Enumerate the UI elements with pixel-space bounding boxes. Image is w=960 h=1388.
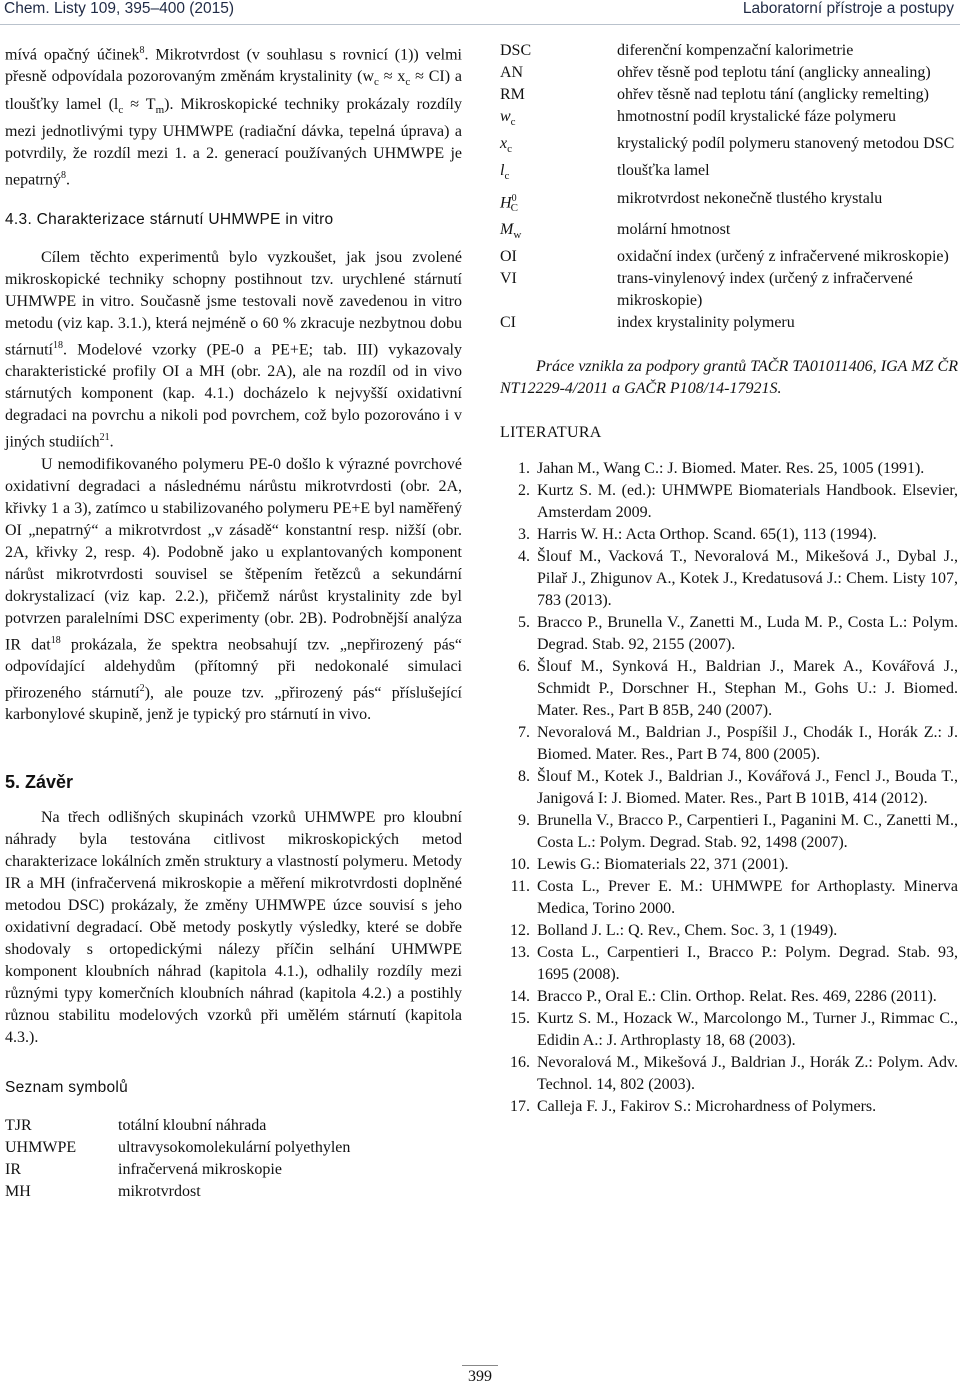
reference-text: Costa L., Carpentieri I., Bracco P.: Polym. Degrad. Stab. 93, 1695 (2008). bbox=[537, 944, 958, 984]
running-header bbox=[0, 0, 960, 26]
page-number: 399 bbox=[468, 1368, 492, 1385]
reference-text: Nevoralová M., Baldrian J., Pospíšil J., Chodák I., Horák Z.: J. Biomed. Mater. Res., Part B 74, 800 (2005). bbox=[537, 724, 958, 764]
reference-number: 4. bbox=[518, 548, 530, 566]
symbol-definition: oxidační index (určený z infračervené mikroskopie) bbox=[617, 248, 949, 266]
reference-number: 1. bbox=[518, 460, 530, 478]
reference-item bbox=[500, 986, 958, 1008]
reference-number: 8. bbox=[518, 768, 530, 786]
symbol-definition: molární hmotnost bbox=[617, 221, 731, 239]
reference-text: Šlouf M., Synková H., Baldrian J., Marek A., Kovářová J., Schmidt P., Dorschner H., Stephan M., Gohs U.: J. Biomed. Mater. Res., Part B 85B, 240 (2007). bbox=[537, 658, 958, 720]
reference-item bbox=[500, 920, 958, 942]
reference-item bbox=[500, 524, 958, 546]
symbol-row bbox=[5, 1159, 350, 1181]
paragraph-pe0: U nemodifikovaného polymeru PE-0 došlo k výrazné povrchové oxidativní degradaci a následnému nárůstu mikrotvrdosti (obr. 2A, křivky 1 a 3), zatímco u stabilizovaného polymeru PE+E byl naměřený OI „nepatrný“ a mikrotvrdost „v zásadě“ konstantní resp. nižší (obr. 2A, křivky 2, resp. 4). Podobně jako u explantovaných komponent nárůst mikrotvrdosti souvisel se štěpením řetězců a sekundární dokrystalizací (viz kap. 2.2.), přičemž nárůst krystalinity zde byl potvrzen paralelními DSC experimenty (obr. 2B). Podrobnější analýza IR dat$^{18}$ prokázala, že spektra neobsahují tzv. „nepřirozený pás“ odpovídající aldehydům (přítomný při nedokonalé simulaci přirozeného stárnutí$^2$), ale pouze tzv. „přirozený pás“ příslušející karbonylové skupině, jenž je typický pro stárnutí in vivo. bbox=[5, 455, 462, 724]
symbol-abbr: CI bbox=[500, 314, 516, 332]
reference-text: Costa L., Prever E. M.: UHMWPE for Arthoplasty. Minerva Medica, Torino 2000. bbox=[537, 878, 958, 918]
acknowledgement: Práce vznikla za podpory grantů TAČR TA01011406, IGA MZ ČR NT12229-4/2011 a GAČR P108/14-17921S. bbox=[500, 358, 958, 398]
symbol-row bbox=[500, 246, 957, 268]
symbol-row bbox=[500, 268, 957, 312]
reference-number: 2. bbox=[518, 482, 530, 500]
reference-text: Jahan M., Wang C.: J. Biomed. Mater. Res. 25, 1005 (1991). bbox=[537, 460, 925, 478]
reference-list bbox=[500, 458, 958, 1118]
reference-number: 17. bbox=[510, 1098, 530, 1116]
reference-number: 12. bbox=[510, 922, 530, 940]
reference-item bbox=[500, 1052, 958, 1096]
reference-number: 5. bbox=[518, 614, 530, 632]
symbol-abbr: $l_c$ bbox=[500, 162, 510, 183]
symbol-definition: diferenční kompenzační kalorimetrie bbox=[617, 42, 854, 59]
symbol-definition: hmotnostní podíl krystalické fáze polymeru bbox=[617, 108, 897, 125]
page-number-rule bbox=[462, 1365, 498, 1366]
right-column bbox=[500, 40, 958, 1118]
reference-item bbox=[500, 942, 958, 986]
symbol-abbr: $x_c$ bbox=[500, 135, 512, 156]
symbol-row bbox=[5, 1181, 350, 1203]
symbol-row bbox=[500, 40, 957, 62]
reference-number: 14. bbox=[510, 988, 530, 1006]
paragraph-microhardness: mívá opačný účinek$^8$. Mikrotvrdost (v souhlasu s rovnicí (1)) velmi přesně odpovídala pozorovaným změnám krystalinity $(w_c \approx x_c \approx CI)$ a tloušťky lamel $(l_c \approx T_m)$. Mikroskopické techniky prokázaly rozdíly mezi jednotlivými typy UHMWPE (radiační dávka, tepelná úprava) a potvrdily, že rozdíl mezi 1. a 2. generací používaných UHMWPE je nepatrný$^8$. bbox=[5, 45, 463, 189]
reference-text: Kurtz S. M. (ed.): UHMWPE Biomaterials Handbook. Elsevier, Amsterdam 2009. bbox=[537, 482, 958, 522]
reference-number: 13. bbox=[510, 944, 530, 962]
symbol-abbr: VI bbox=[500, 270, 517, 288]
symbol-abbr: OI bbox=[500, 248, 517, 266]
symbol-definition: totální kloubní náhrada bbox=[118, 1117, 267, 1135]
symbol-definition: ohřev těsně pod teplotu tání (anglicky annealing) bbox=[617, 64, 931, 81]
symbol-definition: infračervená mikroskopie bbox=[118, 1161, 282, 1179]
symbol-row bbox=[500, 312, 957, 334]
reference-item bbox=[500, 766, 958, 810]
symbol-definition: mikrotvrdost bbox=[118, 1183, 201, 1201]
symbol-row bbox=[500, 84, 957, 106]
symbol-definition: ohřev těsně nad teplotu tání (anglicky remelting) bbox=[617, 86, 929, 103]
symbol-abbr: IR bbox=[5, 1161, 21, 1179]
symbol-definition: mikrotvrdost nekonečně tlustého krystalu bbox=[617, 189, 883, 207]
reference-item bbox=[500, 656, 958, 722]
symbol-abbr: $M_w$ bbox=[500, 221, 522, 242]
reference-text: Bracco P., Brunella V., Zanetti M., Luda M. P., Costa L.: Polym. Degrad. Stab. 92, 2155 (2007). bbox=[537, 614, 958, 654]
paragraph-in-vitro: Cílem těchto experimentů bylo vyzkoušet, jak jsou zvolené mikroskopické techniky schopny postihnout tzv. urychlené stárnutí UHMWPE in vitro. Současně jsme testovali nově zavedenou in vitro metodu (viz kap. 3.1.), která nejméně o 60 % zkracuje nezbytnou dobu stárnutí$^{18}$. Modelové vzorky (PE-0 a PE+E; tab. III) vykazovaly charakteristické profily OI a MH (obr. 2A), ale na rozdíl od in vivo stárnutých komponent (kap. 4.1.) docházelo k nejvyšší oxidativní degradaci na povrchu a nikoli pod povrchem, což bylo pozorováno i v jiných studiích$^{21}$. bbox=[5, 249, 462, 451]
section-heading-4-3: 4.3. Charakterizace stárnutí UHMWPE in vitro bbox=[5, 211, 334, 229]
symbol-row bbox=[5, 1137, 350, 1159]
section-heading-literature: LITERATURA bbox=[500, 424, 602, 442]
reference-item bbox=[500, 1008, 958, 1052]
reference-number: 6. bbox=[518, 658, 530, 676]
reference-text: Harris W. H.: Acta Orthop. Scand. 65(1), 113 (1994). bbox=[537, 526, 877, 544]
reference-text: Calleja F. J., Fakirov S.: Microhardness of Polymers. bbox=[537, 1098, 877, 1116]
reference-text: Šlouf M., Kotek J., Baldrian J., Kovářová J., Fencl J., Bouda T., Janigová I: J. Biomed. Mater. Res., Part B 101B, 414 (2012). bbox=[537, 768, 958, 808]
journal-citation: Chem. Listy 109, 395–400 (2015) bbox=[4, 0, 235, 17]
symbol-definition: index krystalinity polymeru bbox=[617, 314, 795, 332]
reference-item bbox=[500, 546, 958, 612]
symbol-abbr: $H^0_C$ bbox=[500, 192, 518, 215]
symbol-row bbox=[500, 160, 957, 187]
reference-item bbox=[500, 722, 958, 766]
reference-number: 3. bbox=[518, 526, 530, 544]
reference-number: 9. bbox=[518, 812, 530, 830]
symbols-table-left bbox=[5, 1115, 350, 1203]
symbol-definition: tloušťka lamel bbox=[617, 162, 710, 180]
reference-number: 10. bbox=[510, 856, 530, 874]
header-divider bbox=[0, 24, 960, 25]
symbol-definition: krystalický podíl polymeru stanovený metodou DSC bbox=[617, 135, 955, 153]
section-name: Laboratorní přístroje a postupy bbox=[742, 0, 954, 17]
reference-item bbox=[500, 480, 958, 524]
reference-text: Kurtz S. M., Hozack W., Marcolongo M., Turner J., Rimmac C., Edidin A.: J. Arthroplasty 18, 68 (2003). bbox=[537, 1010, 958, 1050]
reference-item bbox=[500, 458, 958, 480]
symbol-abbr: $w_c$ bbox=[500, 108, 516, 129]
reference-number: 16. bbox=[510, 1054, 530, 1072]
symbol-row bbox=[5, 1115, 350, 1137]
reference-item bbox=[500, 876, 958, 920]
reference-text: Šlouf M., Vacková T., Nevoralová M., Mikešová J., Dybal J., Pilař J., Zhigunov A., Kotek J., Kredatusová J.: Chem. Listy 107, 783 (2013). bbox=[537, 548, 958, 610]
symbol-row bbox=[500, 106, 957, 133]
symbol-definition: trans-vinylenový index (určený z infračervené mikroskopie) bbox=[617, 270, 913, 310]
reference-item bbox=[500, 612, 958, 656]
symbol-row bbox=[500, 133, 957, 160]
reference-text: Lewis G.: Biomaterials 22, 371 (2001). bbox=[537, 856, 789, 874]
symbol-abbr: AN bbox=[500, 64, 524, 81]
reference-text: Bracco P., Oral E.: Clin. Orthop. Relat. Res. 469, 2286 (2011). bbox=[537, 988, 937, 1006]
symbol-row bbox=[500, 188, 957, 220]
symbol-row bbox=[500, 219, 957, 246]
symbol-definition: ultravysokomolekulární polyethylen bbox=[118, 1139, 351, 1157]
symbol-abbr: DSC bbox=[500, 42, 532, 59]
reference-text: Brunella V., Bracco P., Carpentieri I., Paganini M. C., Zanetti M., Costa L.: Polym. Degrad. Stab. 92, 1498 (2007). bbox=[537, 812, 958, 852]
left-column bbox=[5, 40, 462, 1203]
section-heading-symbols: Seznam symbolů bbox=[5, 1079, 129, 1097]
section-heading-conclusion: 5. Závěr bbox=[5, 772, 74, 793]
reference-number: 7. bbox=[518, 724, 530, 742]
reference-item bbox=[500, 1096, 958, 1118]
symbol-abbr: TJR bbox=[5, 1117, 32, 1135]
reference-text: Nevoralová M., Mikešová J., Baldrian J., Horák Z.: Polym. Adv. Technol. 14, 802 (2003). bbox=[537, 1054, 958, 1094]
symbol-abbr: RM bbox=[500, 86, 525, 103]
symbol-abbr: MH bbox=[5, 1183, 31, 1201]
reference-item bbox=[500, 810, 958, 854]
reference-number: 15. bbox=[510, 1010, 530, 1028]
paragraph-conclusion: Na třech odlišných skupinách vzorků UHMWPE pro kloubní náhrady byla testována citlivost mikroskopických metod charakterizace lokálních změn struktury a vlastností polymeru. Metody IR a MH (infračervená mikroskopie a měření mikrotvrdosti doplněné metodou DSC) prokázaly, že změny UHMWPE úzce souvisí s jeho oxidativní degradací. Obě metody poskytly výsledky, které se dobře shodovaly s ortopedickými nálezy příčin selhání UHMWPE komponent kloubních náhrad (kapitola 4.1.), odhalily rozdíly mezi různými typy komerčních kloubních náhrad (kapitola 4.2.) a postihly různou stabilitu modelových vzorků při umělém stárnutí (kapitola 4.3.). bbox=[5, 809, 462, 1047]
symbol-abbr: UHMWPE bbox=[5, 1139, 77, 1157]
reference-item bbox=[500, 854, 958, 876]
symbol-row bbox=[500, 62, 957, 84]
reference-text: Bolland J. L.: Q. Rev., Chem. Soc. 3, 1 (1949). bbox=[537, 922, 838, 940]
reference-number: 11. bbox=[510, 878, 530, 896]
symbols-table-right bbox=[500, 40, 957, 334]
